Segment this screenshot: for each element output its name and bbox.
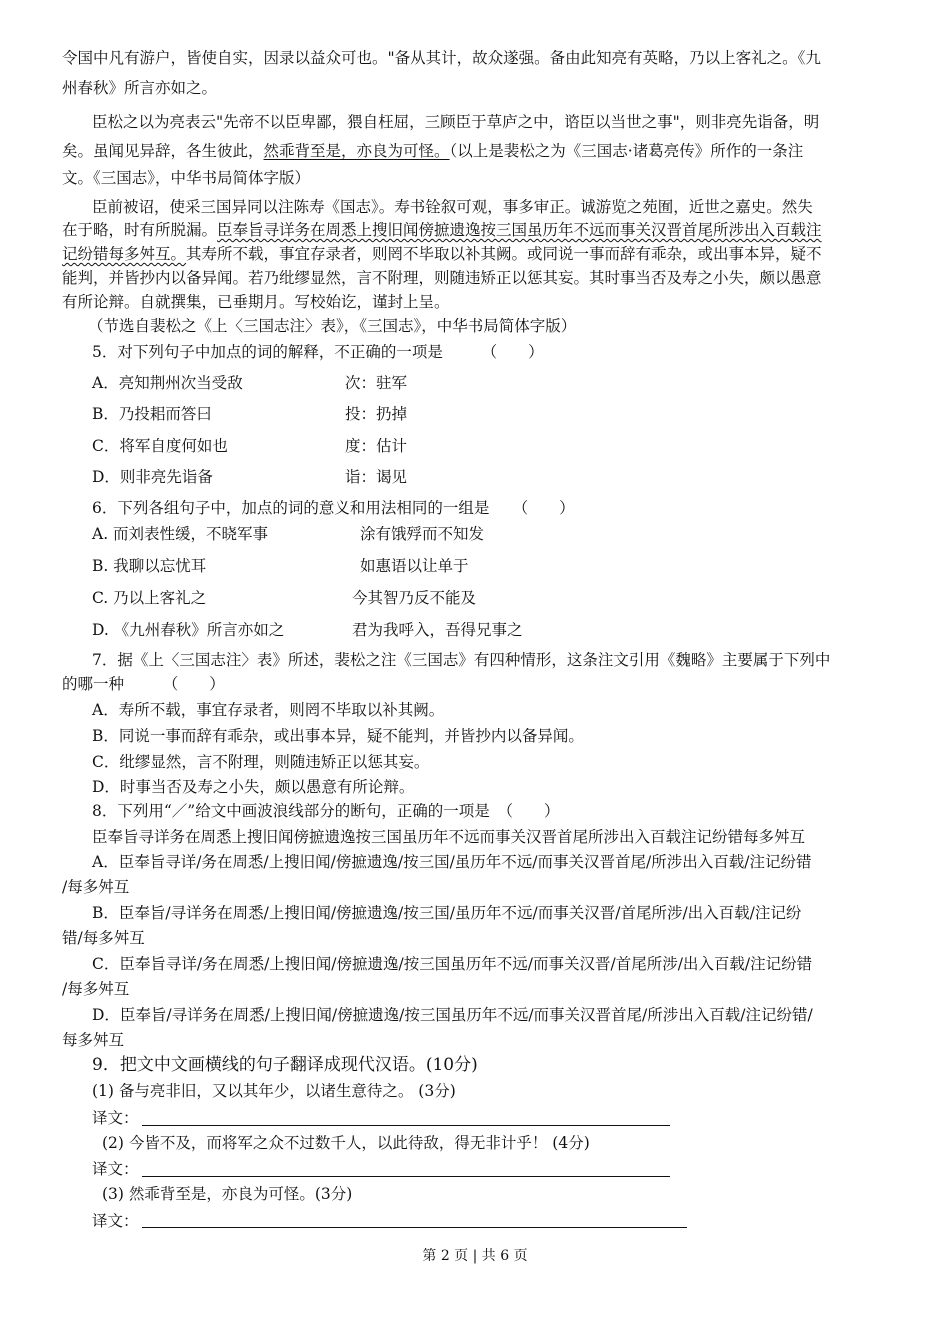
question-5-stem: 5．对下列句子中加点的词的解释，不正确的一项是 （ ）	[92, 343, 544, 361]
q9-answer-line-3[interactable]	[142, 1227, 687, 1228]
passage-line: 令国中凡有游户，皆使自实，因录以益众可也。"备从其计，故众遂强。备由此知亮有英略，乃以上客礼之。《九	[62, 49, 821, 67]
wavy-underlined-text: 臣奉旨寻详务在周悉上搜旧闻傍摭遗逸按三国虽历年不远而事关汉晋首尾所涉出入百载注	[217, 221, 822, 239]
q5-option-d-gloss: 诣：谒见	[345, 468, 408, 486]
q6-option-b: B. 我聊以忘忧耳	[92, 557, 207, 575]
q8-option-d: D．臣奉旨/寻详务在周悉/上搜旧闻/傍摭遗逸/按三国虽历年不远/而事关汉晋首尾/所涉出入百载/注记纷错/	[92, 1006, 813, 1024]
q9-answer-label: 译文：	[92, 1109, 139, 1127]
passage-text: 矣。虽闻见异辞，各生彼此，	[62, 142, 264, 160]
q6-option-d: D. 《九州春秋》所言亦如之	[92, 621, 285, 639]
q6-option-a-pair: 涂有饿殍而不知发	[360, 525, 485, 543]
q5-option-d: D．则非亮先诣备	[92, 468, 213, 486]
underlined-sentence: 然乖背至是，亦良为可怪。	[263, 142, 450, 160]
q5-option-c-gloss: 度：估计	[345, 437, 408, 455]
q9-answer-line-2[interactable]	[142, 1176, 670, 1177]
q8-option-c: C．臣奉旨寻详/务在周悉/上搜旧闻/傍摭遗逸/按三国虽历年不远/而事关汉晋/首尾所涉/出入百载/注记纷错	[92, 955, 813, 973]
passage-line: 州春秋》所言亦如之。	[62, 79, 218, 97]
question-6-stem: 6．下列各组句子中，加点的词的意义和用法相同的一组是 （ ）	[92, 499, 575, 517]
passage-line	[62, 220, 822, 240]
passage-text: 在于略，时有所脱漏。	[62, 221, 218, 239]
question-7-stem: 的哪一种 （ ）	[62, 675, 225, 693]
passage-line	[62, 141, 803, 161]
page-footer: 第 2 页 | 共 6 页	[422, 1248, 528, 1264]
q9-answer-label: 译文：	[92, 1212, 139, 1230]
q6-option-c-pair: 今其智乃反不能及	[352, 589, 477, 607]
q9-answer-line-1[interactable]	[142, 1125, 670, 1126]
q6-option-d-pair: 君为我呼入，吾得兄事之	[352, 621, 523, 639]
q5-option-c: C．将军自度何如也	[92, 437, 228, 455]
q8-sentence: 臣奉旨寻详务在周悉上搜旧闻傍摭遗逸按三国虽历年不远而事关汉晋首尾所涉出入百载注记纷错每多舛互	[92, 828, 806, 846]
q9-answer-label: 译文：	[92, 1160, 139, 1178]
passage-line: 能判，并皆抄内以备异闻。若乃纰缪显然，言不附理，则随违矫正以惩其妄。其时事当否及寿之小失，颇以愚意	[62, 269, 822, 287]
q8-option-a: A．臣奉旨寻详/务在周悉/上搜旧闻/傍摭遗逸/按三国/虽历年不远/而事关汉晋首尾/所涉出入百载/注记纷错	[92, 853, 812, 871]
passage-text: （以上是裴松之为《三国志·诸葛亮传》所作的一条注	[449, 142, 804, 160]
q8-option-b: B．臣奉旨/寻详务在周悉/上搜旧闻/傍摭遗逸/按三国/虽历年不远/而事关汉晋/首尾所涉/出入百载/注记纷	[92, 904, 802, 922]
q7-option-d: D．时事当否及寿之小失，颇以愚意有所论辩。	[92, 778, 415, 796]
q6-option-c: C. 乃以上客礼之	[92, 589, 207, 607]
q8-option-c: /每多舛互	[62, 980, 130, 998]
q9-item-3: (3) 然乖背至是，亦良为可怪。(3分)	[102, 1185, 353, 1203]
wavy-underlined-text: 记纷错每多舛互。	[62, 245, 187, 263]
q7-option-b: B．同说一事而辞有乖杂，或出事本异，疑不能判，并皆抄内以备异闻。	[92, 727, 584, 745]
q8-option-b: 错/每多舛互	[62, 929, 145, 947]
source-citation: （节选自裴松之《上〈三国志注〉表》，《三国志》，中华书局简体字版）	[88, 317, 577, 335]
q5-option-b-gloss: 投：扔掉	[345, 405, 408, 423]
passage-line: 有所论辩。自就撰集，已垂期月。写校始讫，谨封上呈。	[62, 293, 450, 311]
q5-option-a-gloss: 次：驻军	[345, 374, 408, 392]
q5-option-a: A．亮知荆州次当受敌	[92, 374, 243, 392]
q6-option-a: A. 而刘表性缓，不晓军事	[92, 525, 269, 543]
question-9-stem: 9．把文中文画横线的句子翻译成现代汉语。(10分)	[92, 1055, 478, 1075]
question-8-stem: 8．下列用“／”给文中画波浪线部分的断句，正确的一项是 （ ）	[92, 802, 560, 820]
q7-option-a: A．寿所不载，事宜存录者，则罔不毕取以补其阙。	[92, 701, 445, 719]
passage-line	[62, 244, 822, 264]
q8-option-a: /每多舛互	[62, 878, 130, 896]
q9-item-2: (2) 今皆不及，而将军之众不过数千人，以此待敌，得无非计乎！ (4分)	[102, 1134, 590, 1152]
q8-option-d: 每多舛互	[62, 1031, 125, 1049]
passage-line: 文。《三国志》，中华书局简体字版）	[62, 169, 311, 187]
passage-line: 臣松之以为亮表云"先帝不以臣卑鄙，猥自枉屈，三顾臣于草庐之中，谘臣以当世之事"，则非亮先诣备，明	[92, 113, 820, 131]
q5-option-b: B．乃投耜而答曰	[92, 405, 212, 423]
q9-item-1: (1) 备与亮非旧，又以其年少，以诸生意待之。 (3分)	[92, 1082, 456, 1100]
question-7-stem: 7．据《上〈三国志注〉表》所述，裴松之注《三国志》有四种情形，这条注文引用《魏略》主要属于下列中	[92, 651, 831, 669]
passage-text: 其寿所不载，事宜存录者，则罔不毕取以补其阙。或同说一事而辞有乖杂，或出事本异，疑不	[186, 245, 822, 263]
passage-line: 臣前被诏，使采三国异同以注陈寿《国志》。寿书铨叙可观，事多审正。诚游览之苑囿，近世之嘉史。然失	[92, 198, 813, 216]
q6-option-b-pair: 如惠语以让单于	[360, 557, 469, 575]
q7-option-c: C．纰缪显然，言不附理，则随违矫正以惩其妄。	[92, 753, 430, 771]
